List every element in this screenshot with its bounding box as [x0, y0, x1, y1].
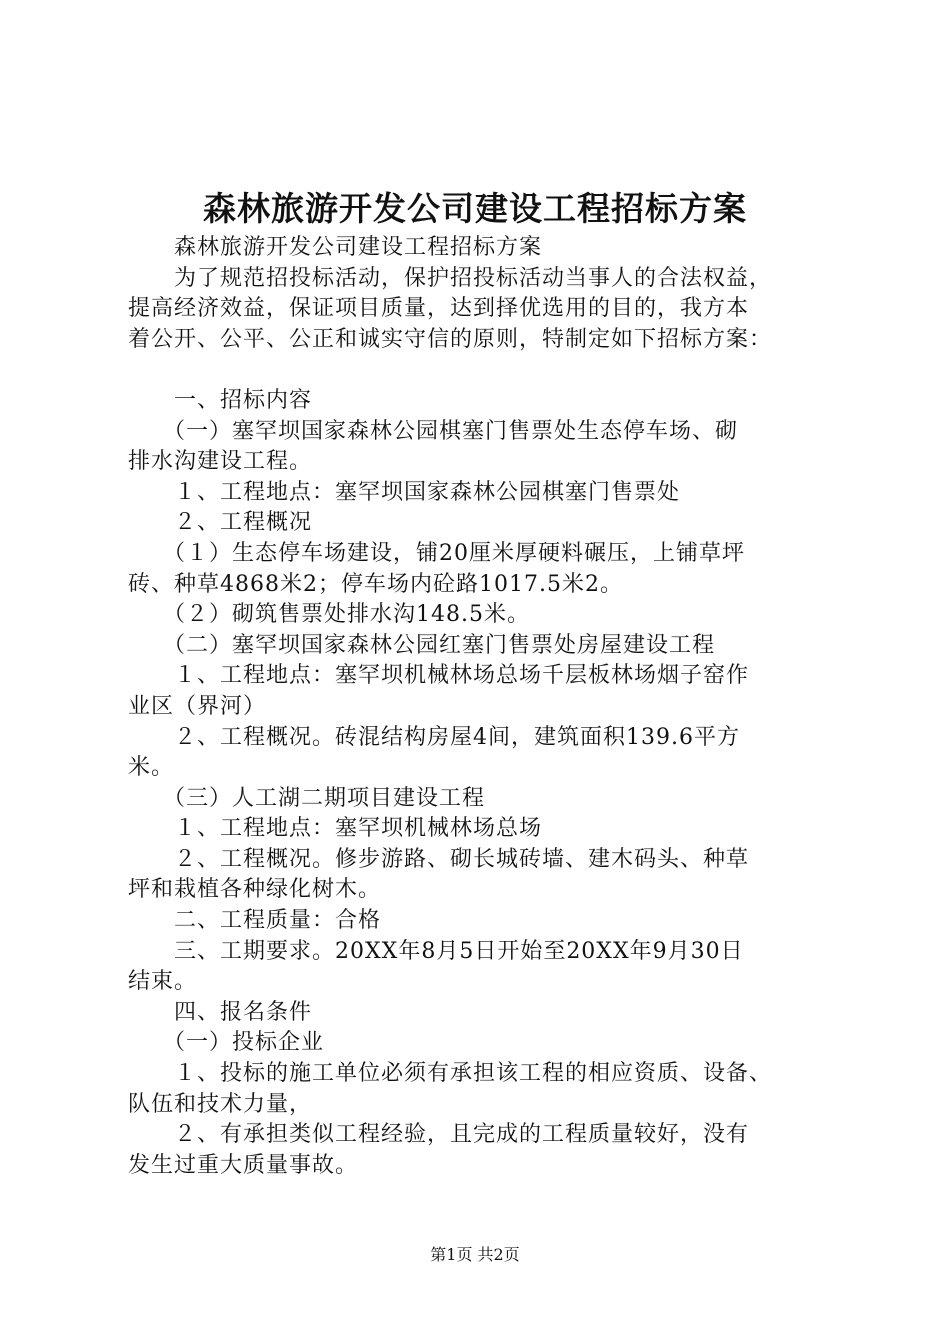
body-line: ２、工程概况: [128, 510, 313, 536]
body-line: 砖、种草4868米2；停车场内砼路1017.5米2。: [128, 571, 623, 597]
body-line: （１）生态停车场建设，铺20厘米厚硬料碾压，上铺草坪: [128, 540, 745, 566]
body-line: 提高经济效益，保证项目质量，达到择优选用的目的，我方本: [128, 296, 750, 322]
blank-line: [128, 355, 838, 386]
document-title: 森林旅游开发公司建设工程招标方案: [203, 189, 747, 228]
body-line: （２）砌筑售票处排水沟148.5米。: [128, 602, 530, 628]
body-line: （三）人工湖二期项目建设工程: [128, 785, 486, 811]
body-line: １、工程地点：塞罕坝机械林场总场: [128, 816, 543, 842]
document-body: [128, 233, 838, 1181]
body-line: 着公开、公平、公正和诚实守信的原则，特制定如下招标方案：: [128, 326, 773, 352]
body-line: 米。: [128, 755, 175, 781]
section-heading: 四、报名条件: [128, 999, 313, 1025]
section-heading: 三、工期要求。20XX年8月5日开始至20XX年9月30日: [128, 938, 744, 964]
body-line: 结束。: [128, 969, 198, 995]
body-line: 坪和栽植各种绿化树木。: [128, 877, 382, 903]
section-heading: 二、工程质量：合格: [128, 908, 382, 934]
body-line: 排水沟建设工程。: [128, 449, 313, 475]
body-line: １、工程地点：塞罕坝机械林场总场千层板林场烟子窑作: [128, 663, 750, 689]
body-line: １、工程地点：塞罕坝国家森林公园棋塞门售票处: [128, 479, 681, 505]
body-line: ２、工程概况。砖混结构房屋4间，建筑面积139.6平方: [128, 724, 740, 750]
body-line: （二）塞罕坝国家森林公园红塞门售票处房屋建设工程: [128, 632, 716, 658]
page-footer: 第1页 共2页: [430, 1245, 520, 1264]
body-line: １、投标的施工单位必须有承担该工程的相应资质、设备、: [128, 1061, 773, 1087]
body-line: 为了规范招投标活动，保护招投标活动当事人的合法权益，: [128, 265, 773, 291]
body-line: 业区（界河）: [128, 693, 267, 719]
body-line: ２、工程概况。修步游路、砌长城砖墙、建木码头、种草: [128, 846, 750, 872]
body-line: ２、有承担类似工程经验，且完成的工程质量较好，没有: [128, 1122, 750, 1148]
section-heading: 一、招标内容: [128, 387, 313, 413]
body-line: 发生过重大质量事故。: [128, 1152, 359, 1178]
body-line: 森林旅游开发公司建设工程招标方案: [128, 235, 543, 260]
body-line: （一）投标企业: [128, 1030, 325, 1056]
body-line: （一）塞罕坝国家森林公园棋塞门售票处生态停车场、砌: [128, 418, 739, 444]
body-line: 队伍和技术力量，: [128, 1091, 313, 1117]
